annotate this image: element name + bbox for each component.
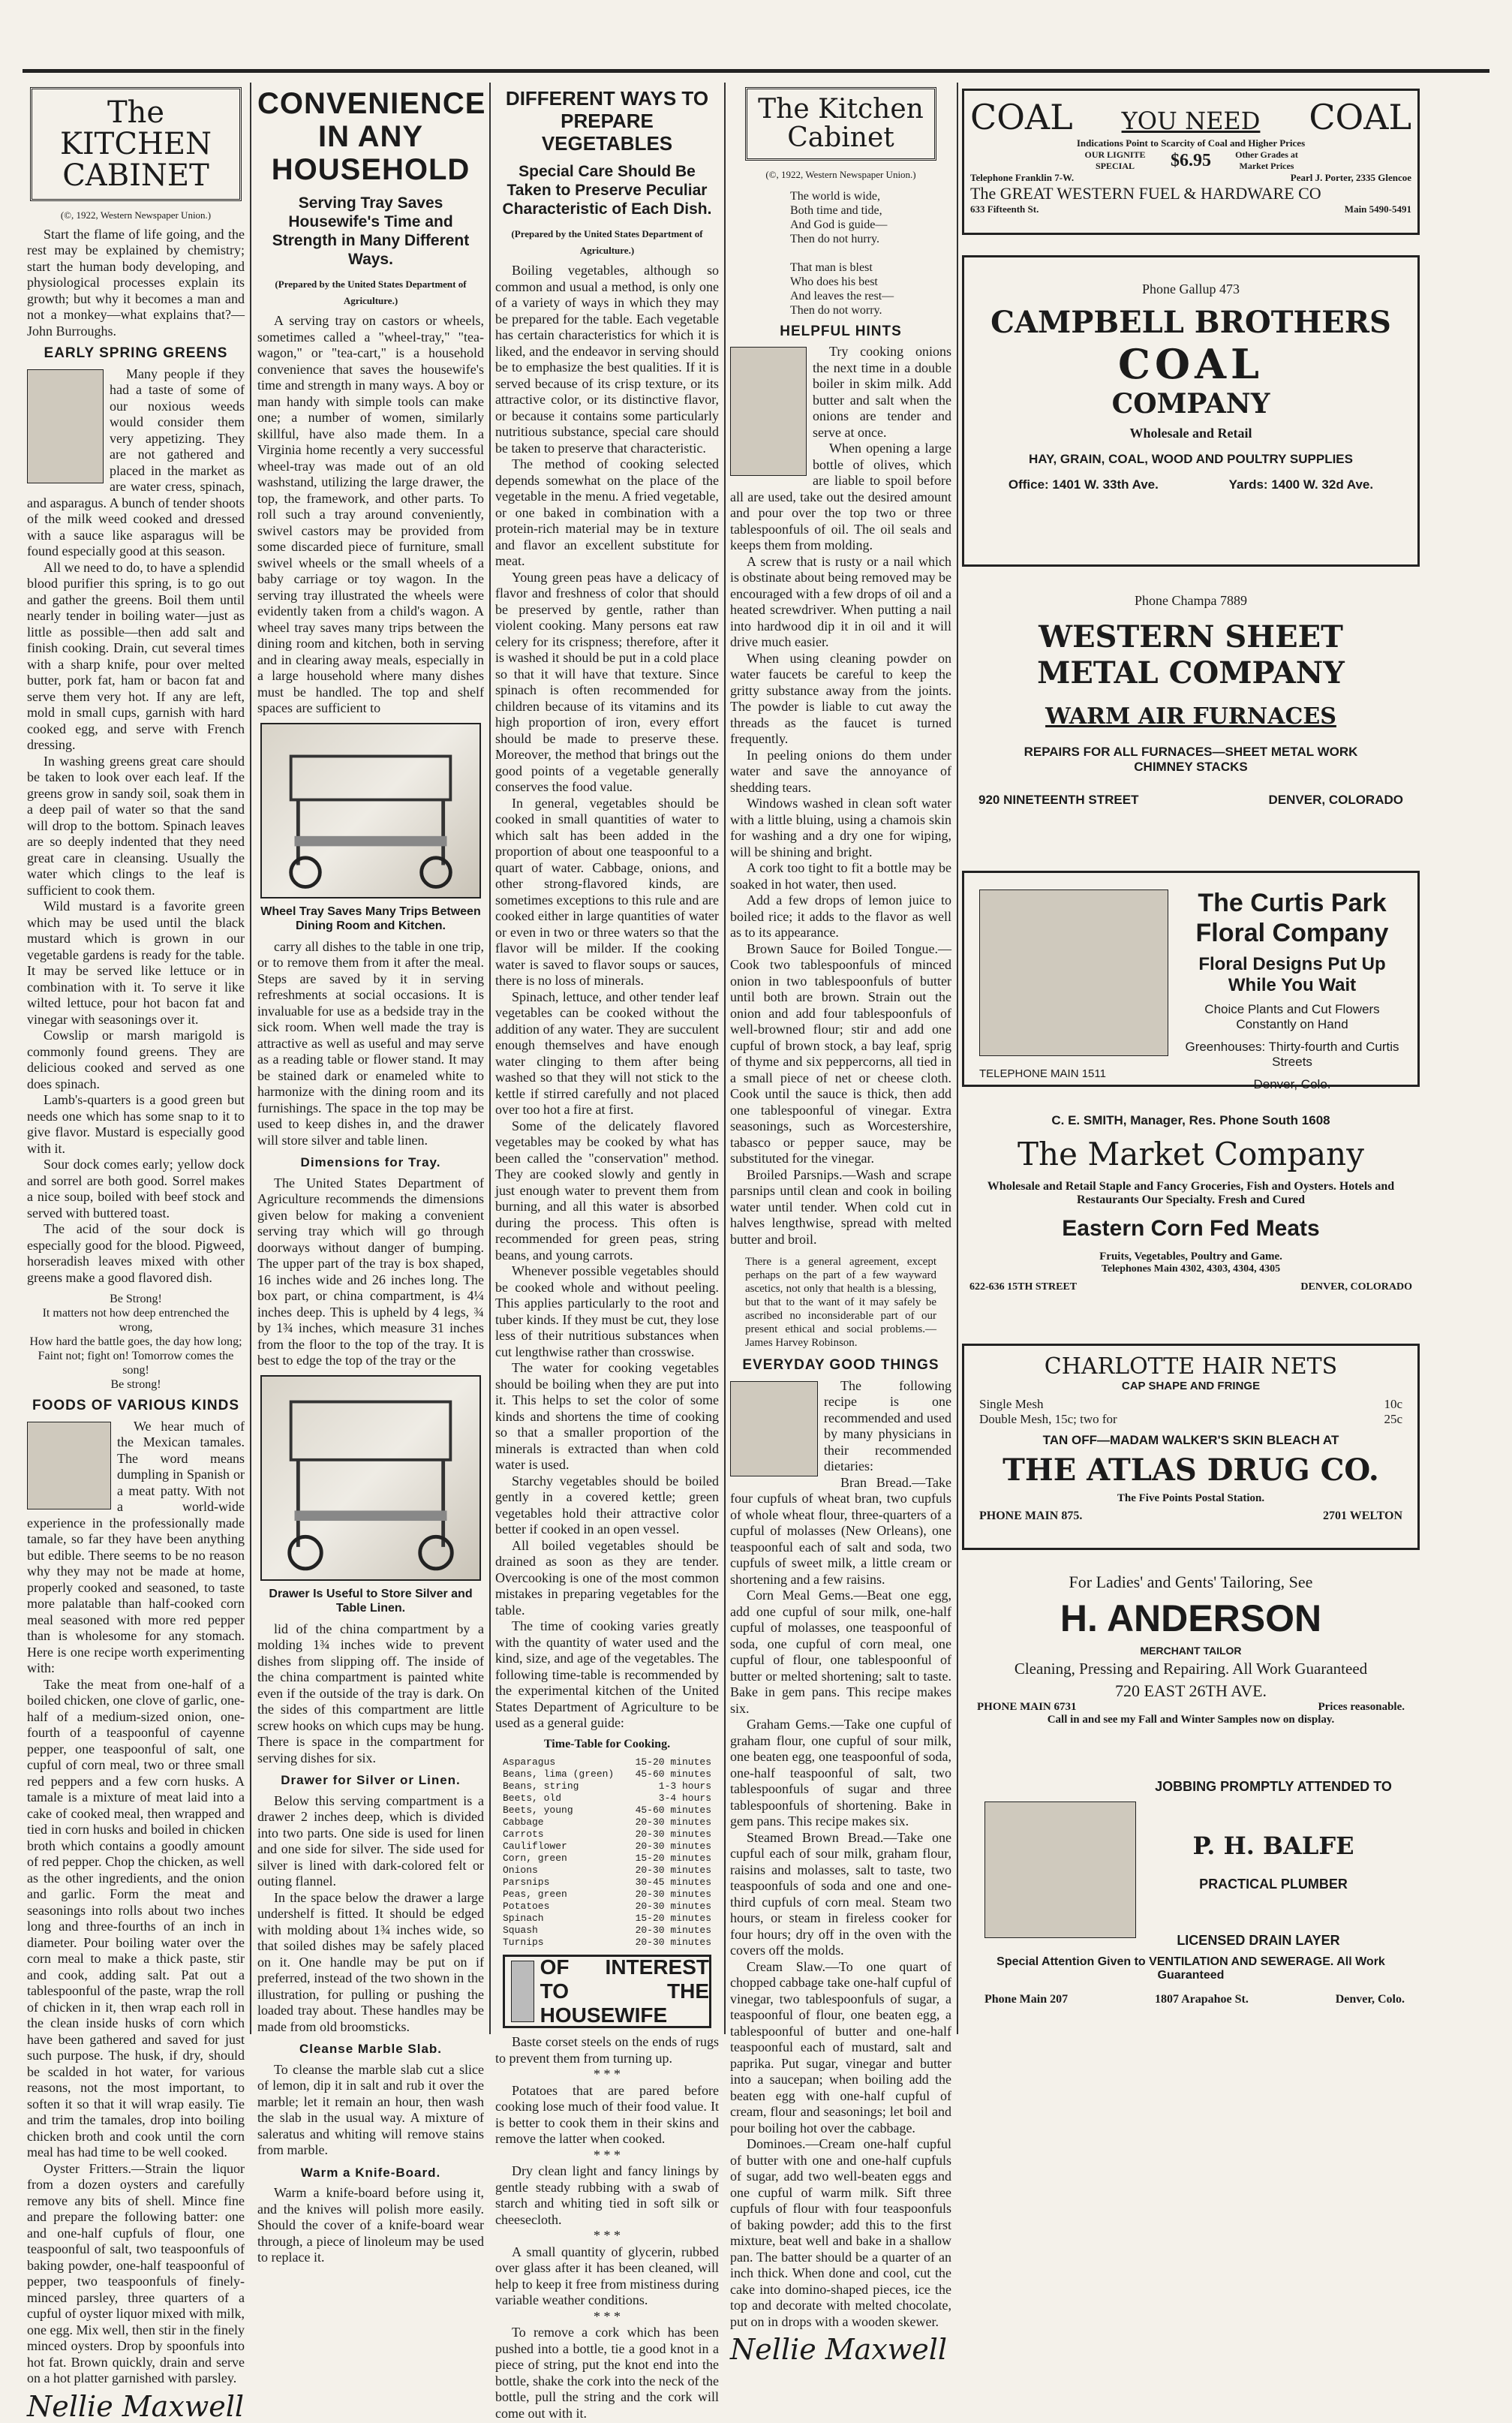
wheel-tray-photo (260, 723, 481, 898)
price-row (979, 1397, 1402, 1412)
coal-title (970, 97, 1411, 137)
price-label: Single Mesh (979, 1397, 1044, 1411)
product-name: CHARLOTTE HAIR NETS (1044, 1353, 1338, 1380)
paragraph: Below this serving compartment is a drawer 2 inches deep, which is divided into two parts. One side is used for linen and one side for silver. The side used for silver is lined with dark-colored felt or outing flannel. (257, 1792, 484, 1889)
ad-line: Call in and see my Fall and Winter Samples now on display. (1047, 1714, 1335, 1726)
company-name: P. H. BALFE (1192, 1832, 1354, 1860)
divider: * * * (594, 2308, 621, 2324)
ad-line: Wholesale and Retail Staple and Fancy Groceries, Fish and Oysters. Hotels and Restaurants Our Specialty. Fresh and Cured (987, 1180, 1395, 1206)
timetable-row (503, 1816, 711, 1829)
company-word: COMPANY (1111, 388, 1270, 420)
poem-line: It matters not how deep entrenched the wrong, (42, 1307, 230, 1334)
byline: (Prepared by the United States Department of Agriculture.) (511, 228, 703, 256)
paragraph: Dry clean light and fancy linings by gentle steady rubbing with a swab of starch and whiting tied in soft silk or cheesecloth. (495, 2163, 719, 2227)
timetable-row (503, 1877, 711, 1889)
timetable-vegetable: Beans, lima (green) (503, 1768, 615, 1780)
paragraph: A screw that is rusty or a nail which is obstinate about being removed may be encouraged with a few drops of oil and a heated screwdriver. When putting a nail into hardwood dip it in oil and it will drive much easier. (730, 553, 951, 649)
company-name: The Curtis Park Floral Company (1195, 889, 1389, 947)
ad-line: Fruits, Vegetables, Poultry and Game. (1099, 1251, 1282, 1263)
cook-illustration (730, 347, 807, 476)
plumber-illustration (984, 1801, 1136, 1938)
cooking-timetable (503, 1756, 711, 1949)
ad-line: Eastern Corn Fed Meats (1062, 1216, 1320, 1241)
paragraph: Young green peas have a delicacy of flavor and freshness of color that should be preserved by gentle, rather than violent cooking. Many persons eat raw celery for its crispness; therefore, after it is washed it should be put in a cold place so that it will have that texture. Since spinach is often recommended for children because of its vitamins and its high proportion of iron, every effort should be made to preserve these. Moreover, the method that brings out the good points of a vegetable generally conserves the food value. (495, 569, 719, 794)
ad-phone: Phone Main 207 (984, 1993, 1069, 2006)
subheading: Warm a Knife-Board. (300, 2165, 441, 2180)
timetable-time: 20-30 minutes (635, 1937, 711, 1948)
paragraph: carry all dishes to the table in one trip, or to remove them from it after the meal. Steps are saved by it in serving refreshments at social occasions. It is invaluable for use as a bedside tray in the sick room. When well made the tray is attractive as well as useful and may serve as a reading table or flower stand. It may be stained dark or enameled white to harmonize with the dining room and its furnishings. The space in the top may be used to keep dishes in, and the drawer will store silver and table linen. (257, 938, 484, 1148)
timetable-vegetable: Spinach (503, 1913, 544, 1924)
timetable-row (503, 1768, 711, 1780)
ad-western-sheet-metal (962, 576, 1420, 858)
ad-line: Floral Designs Put Up While You Wait (1198, 954, 1386, 995)
paragraph: A serving tray on castors or wheels, sometimes called a "wheel-tray," "tea-wagon," or "tea-cart," is a household convenience that saves the housewife's time and strength in many ways. A boy or man handy with simple tools can make one; a number of women, similarly skillful, have also made them. In a Virginia home recently a very successful wheel-tray was made out of an old washstand, utilizing the large drawer, the top, the framework, and other parts. To roll such a tray around conveniently, swivel castors may be provided from some discarded piece of furniture, small swivel wheels or the small wheels of a baby carriage or toy wagon. In the serving tray illustrated the wheels were evidently taken from a child's wagon. A wheel tray saves many trips between the dining room and kitchen, both in serving and in clearing away meals, especially in a large household where many dishes must be handled. The top and shelf spaces are sufficient to (257, 313, 484, 715)
address-row (969, 1281, 1412, 1293)
paragraph: A cork too tight to fit a bottle may be soaked in hot water, then used. (730, 860, 951, 892)
paragraph: We hear much of the Mexican tamales. The word means dumpling in Spanish or a meat patty. With not a world-wide experience in the professionally made tamale, so far they have been anything but edible. There seems to be no reason why they may not be made at home, properly cooked and seasoned, to taste more palatable than half-cooked corn meal seasoned with more red pepper than is wholesome for any stomach. Here is one recipe worth experimenting with: (27, 1418, 245, 1675)
divider: * * * (594, 2228, 621, 2243)
ad-address: 2701 WELTON (1323, 1509, 1402, 1522)
deck: Special Care Should Be Taken to Preserve Peculiar Characteristic of Each Dish. (502, 163, 712, 218)
ad-campbell-brothers (962, 255, 1420, 567)
of-interest-title: OF INTEREST TO THE HOUSEWIFE (540, 1955, 709, 2027)
timetable-time: 45-60 minutes (635, 1768, 711, 1780)
price-row (979, 1412, 1402, 1427)
timetable-row (503, 1792, 711, 1804)
paragraph: Oyster Fritters.—Strain the liquor from a dozen oysters and carefully remove any bits of shell. Mince fine and prepare the following batter: one and one-half cupfuls of flour, one teaspoonful of salt, two teaspoonfuls of baking powder, one-half teaspoonful of pepper, two teaspoonfuls of finely-minced parsley, three quarters of a cupful of oyster liquor mixed with milk, one egg. Mix well, then stir in the finely minced oysters. Drop by spoonfuls into hot fat. Brown quickly, drain and serve on a hot platter garnished with parsley. (27, 2160, 245, 2385)
paragraph: Wild mustard is a favorite green which may be used until the black mustard which is grown in our vegetable gardens is ready for the table. It may be served like lettuce or in combination with it. To serve it like wilted lettuce, pour hot bacon fat and vinegar with seasonings over it. (27, 898, 245, 1027)
timetable-time: 20-30 minutes (635, 1841, 711, 1852)
ad-address: 1807 Arapahoe St. (1154, 1993, 1249, 2006)
paragraph: Cowslip or marsh marigold is commonly found greens. They are delicious cooked and served as one does spinach. (27, 1028, 245, 1091)
ad-phone: PHONE MAIN 875. (979, 1509, 1083, 1522)
timetable-vegetable: Turnips (503, 1937, 544, 1948)
timetable-vegetable: Asparagus (503, 1756, 556, 1768)
timetable-vegetable: Cabbage (503, 1816, 544, 1828)
ad-line: Choice Plants and Cut Flowers Constantly on Hand (1204, 1002, 1380, 1031)
paragraph: Take the meat from one-half of a boiled chicken, one clove of garlic, one-half of a medium-sized onion, one-fourth of a teaspoonful of cayenne pepper, one teaspoonful of salt, one cupful of corn meal, two or three small red peppers and a few corn husks. A tamale is a mixture of meat laid into a cake of cooked meal, then wrapped and tied in corn husks and boiled in chicken broth which contains a goodly amount of red pepper. Chop the chicken, as well as the other ingredients, and the onion and garlic. Form the meat and seasonings into rolls about two inches long and three-fourths of an inch in diameter. Pour boiling water over the corn meal to make a thick paste, stir and cook, adding salt. Pat out a tablespoonful of the paste, wrap the roll of chicken in it, then wrap each roll in the clean inside husks of corn which have been gathered and saved for just such purpose. The husk, if dry, should be scalded in hot water, for various reasons, not the most important, to soften it so that it will wrap easily. Tie and trim the tamales, drop into boiling chicken broth and cook until the corn meal has had time to be well cooked. (27, 1676, 245, 2160)
section-heading: HELPFUL HINTS (780, 323, 902, 339)
paragraph: Warm a knife-board before using it, and the knives will polish more easily. Should the cover of a knife-board wear through, a piece of linoleum may be used to replace it. (257, 2185, 484, 2265)
ad-line: C. E. SMITH, Manager, Res. Phone South 1608 (1051, 1113, 1330, 1127)
column-rule (724, 83, 726, 2034)
ad-line: PRACTICAL PLUMBER (1199, 1877, 1348, 1892)
company-name: The GREAT WESTERN FUEL & HARDWARE CO (970, 184, 1321, 203)
divider: * * * (594, 2066, 621, 2081)
byline: (Prepared by the United States Department of Agriculture.) (275, 278, 467, 306)
timetable-row (503, 1804, 711, 1816)
address-row (973, 477, 1408, 492)
ad-line: For Ladies' and Gents' Tailoring, See (1069, 1573, 1313, 1591)
timetable-time: 20-30 minutes (635, 1816, 711, 1828)
poem-line: Be Strong! (110, 1293, 162, 1305)
poem-line: Then do not hurry. (790, 232, 879, 245)
timetable-row (503, 1889, 711, 1901)
poem-line: And leaves the rest— (790, 289, 894, 302)
quote: There is a general agreement, except perhaps on the part of a few wayward ascetics, not only that health is a blessing, but that to the want of it may safely be ascribed no inconsiderable part of our present ethical and social problems.—James Harvey Robinson. (745, 1256, 936, 1349)
ad-address: 720 EAST 26TH AVE. (1114, 1681, 1267, 1700)
paragraph: Windows washed in clean soft water with a little bluing, using a chamois skin for washing and a dry one for wiping, will be shining and bright. (730, 796, 951, 859)
poem-line: The world is wide, (790, 189, 880, 203)
signature: Nellie Maxwell (27, 2389, 245, 2423)
paragraph: All we need to do, to have a splendid blood purifier this spring, is to go out and gather the greens. Boil them until nearly tender in boiling water—just as little as possible—then add salt and finish cooking. Drain, cut several times with a sharp knife, pour over melted butter, pork fat, ham or bacon fat and serve them very hot. If any are left, mold in small cups, garnish with hard cooked egg, and serve with French dressing. (27, 559, 245, 752)
ad-address: Yards: 1400 W. 32d Ave. (1228, 477, 1374, 492)
poem-line: Be strong! (110, 1378, 161, 1391)
paragraph: Try cooking onions the next time in a double boiler in skim milk. Add butter and salt when the onions are tender and serve at once. (813, 344, 951, 440)
column-rule (250, 83, 251, 2034)
paragraph: The water for cooking vegetables should be boiling when they are put into it. This helps to set the color of some kinds and shortens the time of cooking so that a smaller proportion of the minerals is extracted than when cold water is used. (495, 1360, 719, 1472)
ad-line: REPAIRS FOR ALL FURNACES—SHEET METAL WORK CHIMNEY STACKS (1024, 745, 1358, 774)
ad-line: WARM AIR FURNACES (1045, 703, 1336, 730)
paragraph: The method of cooking selected depends somewhat on the place of the vegetable in the menu. A fried vegetable, or one baked in combination with a protein-rich material may be in texture and flavor an excellent substitute for meat. (495, 456, 719, 568)
intro-quote: Start the flame of life going, and the rest may be explained by chemistry; start the human body developing, and physiological processes explain its growth; but why it becomes a man and not a monkey—what explains that?—John Burroughs. (27, 226, 245, 339)
timetable-row (503, 1865, 711, 1877)
ad-ph-balfe (962, 1771, 1420, 2019)
ad-address: Denver, Colo. (1335, 1993, 1405, 2006)
photo-caption: Wheel Tray Saves Many Trips Between Dining Room and Kitchen. (260, 904, 481, 932)
ad-phone: Main 5490-5491 (1344, 203, 1411, 215)
section-heading: FOODS OF VARIOUS KINDS (32, 1398, 240, 1413)
ad-address: 633 Fifteenth St. (970, 203, 1039, 215)
timetable-title: Time-Table for Cooking. (543, 1737, 671, 1750)
paragraph: In peeling onions do them under water and save the annoyance of shedding tears. (730, 747, 951, 795)
timetable-vegetable: Squash (503, 1925, 538, 1936)
timetable-row (503, 1780, 711, 1792)
timetable-vegetable: Beans, string (503, 1780, 579, 1792)
column-vegetables (495, 83, 719, 2421)
ad-address: Denver, Colo. (1253, 1077, 1331, 1091)
company-name: THE ATLAS DRUG CO. (1002, 1452, 1379, 1488)
ad-line: CAP SHAPE AND FRINGE (1121, 1380, 1261, 1392)
timetable-vegetable: Peas, green (503, 1889, 567, 1900)
timetable-time: 15-20 minutes (635, 1853, 711, 1864)
lignite-special: OUR LIGNITE SPECIAL (1084, 149, 1146, 171)
timetable-time: 45-60 minutes (635, 1804, 711, 1816)
floral-illustration (979, 889, 1168, 1056)
paragraph: In the space below the drawer a large undershelf is fitted. It should be edged with molding about 1¾ inches wide, so that soiled dishes may be safely placed on it. One handle may be put on if preferred, instead of the two shown in the illustration, for pulling or pushing the loaded tray about. These handles may be made from old broomsticks. (257, 1889, 484, 2034)
poem-line: Who does his best (790, 275, 878, 288)
price-label: Double Mesh, 15c; two for (979, 1412, 1117, 1426)
ad-line: JOBBING PROMPTLY ATTENDED TO (1155, 1779, 1392, 1794)
you-need: YOU NEED (1121, 107, 1261, 135)
ad-contact: Pearl J. Porter, 2335 Glencoe (1290, 172, 1411, 183)
paragraph: Spinach, lettuce, and other tender leaf vegetables can be cooked without the addition of any water. They are succulent enough themselves and have enough water clinging to them after being washed so that they will not stick to the kettle if stirred carefully and not placed over too hot a fire at first. (495, 989, 719, 1117)
timetable-time: 20-30 minutes (635, 1925, 711, 1936)
column-kitchen-cabinet-2 (730, 83, 951, 2366)
column-rule (957, 83, 958, 2034)
ad-phone: PHONE MAIN 6731 (977, 1701, 1077, 1713)
column-kitchen-cabinet-1 (27, 83, 245, 2423)
timetable-time: 30-45 minutes (635, 1877, 711, 1888)
paragraph: The time of cooking varies greatly with the quantity of water used and the kind, size, and age of the vegetables. The following time-table is recommended by the experimental kitchen of the United States Department of Agriculture to be used as a general guide: (495, 1618, 719, 1730)
paragraph: To remove a cork which has been pushed into a bottle, tie a good knot in a piece of string, put the knot end into the bottle, shake the cork into the neck of the bottle, pull the string and the cork will come out with it. (495, 2325, 719, 2421)
address-row (984, 1993, 1405, 2006)
pot-illustration (27, 1422, 111, 1509)
timetable-row (503, 1853, 711, 1865)
ad-line: Prices reasonable. (1318, 1701, 1405, 1713)
section-heading: EARLY SPRING GREENS (44, 345, 228, 361)
ad-line: Cleaning, Pressing and Repairing. All Work Guaranteed (1014, 1660, 1368, 1678)
ad-curtis-park-floral (962, 871, 1420, 1091)
address-row (970, 203, 1411, 215)
timetable-row (503, 1901, 711, 1913)
paragraph: Whenever possible vegetables should be cooked whole and without peeling. This applies particularly to the root and tuber kinds. If they must be cut, they lose less of their nutritious substances when cut lengthwise rather than crosswise. (495, 1263, 719, 1359)
company-name: The Market Company (1018, 1136, 1364, 1172)
ad-h-anderson (962, 1565, 1420, 1756)
ad-line: The Five Points Postal Station. (1117, 1492, 1265, 1504)
timetable-time: 20-30 minutes (635, 1865, 711, 1876)
timetable-time: 15-20 minutes (635, 1913, 711, 1924)
coal-word: COAL (1118, 340, 1264, 388)
paragraph: When using cleaning powder on water faucets be careful to keep the gritty substance away from the joints. The powder is liable to cut away the threads as the faucet is turned frequently. (730, 650, 951, 746)
timetable-time: 20-30 minutes (635, 1829, 711, 1840)
timetable-vegetable: Beets, old (503, 1792, 562, 1804)
paragraph: All boiled vegetables should be drained as soon as they are tender. Overcooking is one of the most common mistakes in preparing vegetables for the table. (495, 1537, 719, 1618)
headline: DIFFERENT WAYS TO PREPARE VEGETABLES (505, 87, 709, 155)
paragraph: Steamed Brown Bread.—Take one cupful each of sour milk, graham flour, raisins and molasses, salt to taste, two teaspoonfuls of soda and one and one-third cupfuls of corn meal. Steam two hours, or steam in fireless cooker for four hours; dry off in the oven with the covers off the molds. (730, 1829, 951, 1958)
paragraph: In general, vegetables should be cooked in small quantities of water to which salt has been added in the proportion of about one teaspoonful to a quart of water. Cabbage, onions, and other strong-flavored kinds, are sometimes exceptions to this rule and are cooked either in large quantities of water or even in two or three waters so that the flavor will be milder. If the cooking water is saved to flavor soups or sauces, there is no loss of minerals. (495, 795, 719, 988)
paragraph: To cleanse the marble slab cut a slice of lemon, dip it in salt and rub it over the marble; let it remain an hour, then wash the slab in the usual way. A mixture of saleratus and whiting will remove stains from marble. (257, 2061, 484, 2157)
ad-address: Office: 1401 W. 33th Ave. (1008, 477, 1159, 492)
drawer-tray-photo (260, 1375, 481, 1581)
timetable-time: 1-3 hours (658, 1780, 711, 1792)
copyright: (©, 1922, Western Newspaper Union.) (60, 209, 212, 221)
timetable-row (503, 1913, 711, 1925)
of-interest-banner (503, 1955, 711, 2028)
paragraph: Brown Sauce for Boiled Tongue.—Cook two tablespoonfuls of minced onion in two tablespoonfuls of butter until both are brown. Strain out the onion and add four tablespoonfuls of well-browned flour; stir and add one cupful of brown stock, a bay leaf, sprig of thyme and six peppercorns, all tied in a small piece of net or cheese cloth. Cook until the sauce is thick, then add one tablespoonful of vinegar. Extra seasonings, such as Worcestershire, tabasco or pepper sauce, may be substituted for the vinegar. (730, 941, 951, 1166)
headline: CONVENIENCE IN ANY HOUSEHOLD (257, 87, 486, 186)
timetable-row (503, 1841, 711, 1853)
ad-line: Special Attention Given to VENTILATION AND SEWERAGE. All Work Guaranteed (996, 1955, 1385, 1982)
paragraph: Sour dock comes early; yellow dock and sorrel are both good. Sorrel makes a nice soup, boiled with beef stock and served with buttered toast. (27, 1157, 245, 1221)
bread-illustration (730, 1381, 818, 1476)
kitchen-cabinet-header: The Kitchen Cabinet (745, 87, 936, 161)
timetable-time: 20-30 minutes (635, 1889, 711, 1900)
ad-address: 622-636 15TH STREET (969, 1281, 1078, 1293)
column-convenience (257, 83, 486, 2265)
ad-line: MERCHANT TAILOR (1140, 1645, 1242, 1657)
other-grades: Other Grades at Market Prices (1235, 149, 1298, 171)
timetable-vegetable: Onions (503, 1865, 538, 1876)
subheading: Drawer for Silver or Linen. (281, 1773, 461, 1787)
price: 25c (1384, 1412, 1402, 1426)
ad-phone: Telephones Main 4302, 4303, 4304, 4305 (1101, 1263, 1281, 1275)
paragraph: Potatoes that are pared before cooking lose much of their food value. It is better to cook them in their skins and remove the latter when cooked. (495, 2082, 719, 2146)
ad-phone: Telephone Franklin 7-W. (970, 172, 1075, 183)
paragraph: lid of the china compartment by a molding 1¾ inches wide to prevent dishes from slipping off. The inside of the china compartment is painted white even if the outside of the tray is dark. On the sides of this compartment are little screw hooks on which cups may be hung. There is space in the compartment for serving dishes for six. (257, 1621, 484, 1765)
poem-line: That man is blest (790, 260, 873, 274)
paragraph: Broiled Parsnips.—Wash and scrape parsnips until clean and cook in boiling water until tender. When cold cut in halves lengthwise, spread with melted butter and broil. (730, 1166, 951, 1247)
timetable-vegetable: Beets, young (503, 1804, 573, 1816)
poem (790, 189, 951, 318)
paragraph: The United States Department of Agriculture recommends the dimensions given below for making a convenient serving tray which will go through doorways without danger of bumping. The upper part of the tray is box shaped, 16 inches wide and 26 inches long. The box part, or china compartment, is 4¼ inches deep. This is upheld by 4 legs, ¾ by 1¾ inches, which measure 31 inches from the floor to the top of the tray. It is best to edge the top of the tray or the (257, 1175, 484, 1368)
ad-line: Wholesale and Retail (1129, 426, 1252, 441)
phone-row (970, 172, 1411, 184)
section-heading: EVERYDAY GOOD THINGS (742, 1357, 939, 1373)
signature: Nellie Maxwell (730, 2333, 948, 2366)
paragraph: Boiling vegetables, although so common and usual a method, is only one of a variety of ways in which they may be prepared for the table. Each vegetable has certain characteristics for which it is liked, and the endeavor in serving should be to emphasize the best qualities. If it is served because of its crisp texture, or its attractive color, or its distinctive flavor, or because it contains some particularly nutritious substance, special care should be taken to preserve that characteristic. (495, 263, 719, 456)
timetable-vegetable: Corn, green (503, 1853, 567, 1864)
paragraph: Starchy vegetables should be boiled gently in a covered kettle; green vegetables hold their attractive color better if cooked in an open vessel. (495, 1473, 719, 1537)
company-name: WESTERN SHEET METAL COMPANY (1037, 619, 1345, 691)
ad-phone: Phone Gallup 473 (1142, 281, 1240, 296)
poem-line: Then do not worry. (790, 303, 882, 317)
paragraph: Many people if they had a taste of some of our noxious weeds would consider them very appetizing. They are not gathered and placed in the market as are water cress, spinach, and asparagus. A bunch of tender shoots of the milk weed cooked and dressed with a sauce like asparagus will be found especially good at this season. (27, 366, 245, 558)
ad-line: LICENSED DRAIN LAYER (1177, 1933, 1340, 1948)
photo-caption: Drawer Is Useful to Store Silver and Table Linen. (269, 1587, 473, 1615)
deck: Serving Tray Saves Housewife's Time and Strength in Many Different Ways. (272, 194, 470, 268)
timetable-time: 3-4 hours (658, 1792, 711, 1804)
phone-row (977, 1701, 1405, 1714)
ad-charlotte-atlas (962, 1344, 1420, 1550)
ad-market-company (962, 1100, 1420, 1325)
ad-address: DENVER, COLORADO (1268, 793, 1403, 807)
paragraph: Cream Slaw.—To one quart of chopped cabbage take one-half cupful of vinegar, two tablespoonfuls of sugar, a teaspoonful of flour, one beaten egg, a tablespoonful of butter and one-half teaspoonful each of mustard, salt and paprika. Put sugar, vinegar and butter into a saucepan; when boiling add the beaten egg with one-half cupful of cream, flour and seasonings; let boil and pour boiling hot over the cabbage. (730, 1958, 951, 2136)
coal-word: COAL (1309, 97, 1411, 137)
paragraph: The following recipe is one recommended and used by many physicians in their recommended dietaries: (824, 1377, 951, 1473)
timetable-time: 15-20 minutes (635, 1756, 711, 1768)
asparagus-illustration (27, 369, 104, 483)
subheading: Dimensions for Tray. (300, 1155, 441, 1169)
ad-great-western-fuel (962, 89, 1420, 235)
page-top-rule (23, 69, 1489, 73)
price: $6.95 (1171, 150, 1211, 170)
ad-address: 920 NINETEENTH STREET (978, 793, 1139, 807)
paragraph: Baste corset steels on the ends of rugs to prevent them from turning up. (495, 2034, 719, 2066)
copyright: (©, 1922, Western Newspaper Union.) (765, 169, 916, 180)
paragraph: The acid of the sour dock is especially good for the blood. Pigweed, horseradish leaves mixed with other greens make a good flavored dish. (27, 1221, 245, 1285)
floral-text (1174, 888, 1410, 1092)
poem (27, 1292, 245, 1392)
timetable-time: 20-30 minutes (635, 1901, 711, 1912)
coal-word: COAL (970, 97, 1073, 137)
timetable-vegetable: Parsnips (503, 1877, 550, 1888)
timetable-row (503, 1937, 711, 1949)
poem-line (790, 246, 951, 260)
ad-phone: TELEPHONE MAIN 1511 (979, 1067, 1106, 1080)
ad-address: DENVER, COLORADO (1300, 1281, 1412, 1293)
paragraph: A small quantity of glycerin, rubbed over glass after it has been cleaned, will help to keep it free from mistiness during variable weather conditions. (495, 2244, 719, 2307)
column-rule (489, 83, 491, 2034)
timetable-vegetable: Cauliflower (503, 1841, 567, 1852)
paragraph: Lamb's-quarters is a good green but needs one which has some snap to it to give flavor. Mustard is especially good with it. (27, 1092, 245, 1156)
ad-line: HAY, GRAIN, COAL, WOOD AND POULTRY SUPPLIES (1029, 452, 1353, 466)
poem-line: How hard the battle goes, the day how long; (29, 1335, 242, 1348)
timetable-row (503, 1925, 711, 1937)
housewife-illustration (511, 1961, 534, 2022)
price-row (970, 149, 1411, 172)
timetable-row (503, 1829, 711, 1841)
ad-phone: Phone Champa 7889 (1135, 593, 1247, 608)
paragraph: Some of the delicately flavored vegetables may be cooked by what has been called the "conservation" method. They are cooked slowly and gently in just enough water to prevent them from burning, and all this water is absorbed during the process. This often is recommended for green peas, string beans, and young carrots. (495, 1118, 719, 1263)
subheading: Cleanse Marble Slab. (299, 2042, 443, 2056)
ad-line: Greenhouses: Thirty-fourth and Curtis Streets (1185, 1040, 1399, 1069)
ad-line: Indications Point to Scarcity of Coal and Higher Prices (1076, 137, 1306, 149)
price: 10c (1384, 1397, 1402, 1411)
paragraph: Dominoes.—Cream one-half cupful of butter with one and one-half cupfuls of sugar, add two well-beaten eggs and one cupful of warm milk. Sift three cupfuls of flour with four teaspoonfuls of baking powder; add this to the first mixture, beat well and bake in a shallow pan. The batter should be a quarter of an inch thick. When done and cool, cut the cake into domino-shaped pieces, ice the top and decorate with melted chocolate, put on in drops with a wooden skewer. (730, 2136, 951, 2329)
paragraph: Corn Meal Gems.—Beat one egg, add one cupful of sour milk, one-half cupful of molasses, one teaspoonful of soda, one cupful of corn meal, one cupful of flour, one tablespoonful of butter or melted shortening; salt to taste. Bake in gem pans. This recipe makes six. (730, 1588, 951, 1716)
address-row (971, 793, 1411, 808)
wheel-tray-drawing (262, 724, 479, 897)
company-name: CAMPBELL BROTHERS (990, 305, 1391, 340)
paragraph: In washing greens great care should be taken to look over each leaf. If the greens grow in sandy soil, soak them in a deep pail of water so that the sand will drop to the bottom. Spinach leaves are so deeply indented that they need great care in cleansing. Usually the water which clings to the leaf is sufficient to cook them. (27, 753, 245, 898)
poem-line: And God is guide— (790, 218, 888, 231)
drawer-tray-drawing (262, 1377, 479, 1579)
timetable-vegetable: Carrots (503, 1829, 544, 1840)
timetable-row (503, 1756, 711, 1768)
divider: * * * (594, 2147, 621, 2163)
poem-line: Both time and tide, (790, 203, 882, 217)
company-name: H. ANDERSON (1060, 1597, 1322, 1639)
paragraph: Add a few drops of lemon juice to boiled rice; it adds to the flavor as well as to its appearance. (730, 892, 951, 940)
poem-line: Faint not; fight on! Tomorrow comes the song! (38, 1350, 234, 1377)
paragraph: When opening a large bottle of olives, which are liable to spoil before all are used, take out the desired amount and pour over the top two or three tablespoonfuls of oil. The oil seals and keeps them from molding. (730, 441, 951, 552)
paragraph: Bran Bread.—Take four cupfuls of wheat bran, two cupfuls of whole wheat flour, three-quarters of a cupful of molasses (New Orleans), one teaspoonful each of salt and soda, two cupfuls of sweet milk, a little cream or shortening and a few raisins. (730, 1474, 951, 1587)
ad-line: TAN OFF—MADAM WALKER'S SKIN BLEACH AT (1042, 1433, 1339, 1447)
kitchen-cabinet-header: The KITCHEN CABINET (30, 87, 242, 201)
paragraph: Graham Gems.—Take one cupful of graham flour, one cupful of sour milk, one beaten egg, one teaspoonful of soda, one-half teaspoonful of salt, two tablespoonfuls of sugar and three tablespoonfuls of shortening. Bake in gem pans. This recipe makes six. (730, 1717, 951, 1829)
timetable-vegetable: Potatoes (503, 1901, 550, 1912)
address-row (979, 1509, 1402, 1523)
